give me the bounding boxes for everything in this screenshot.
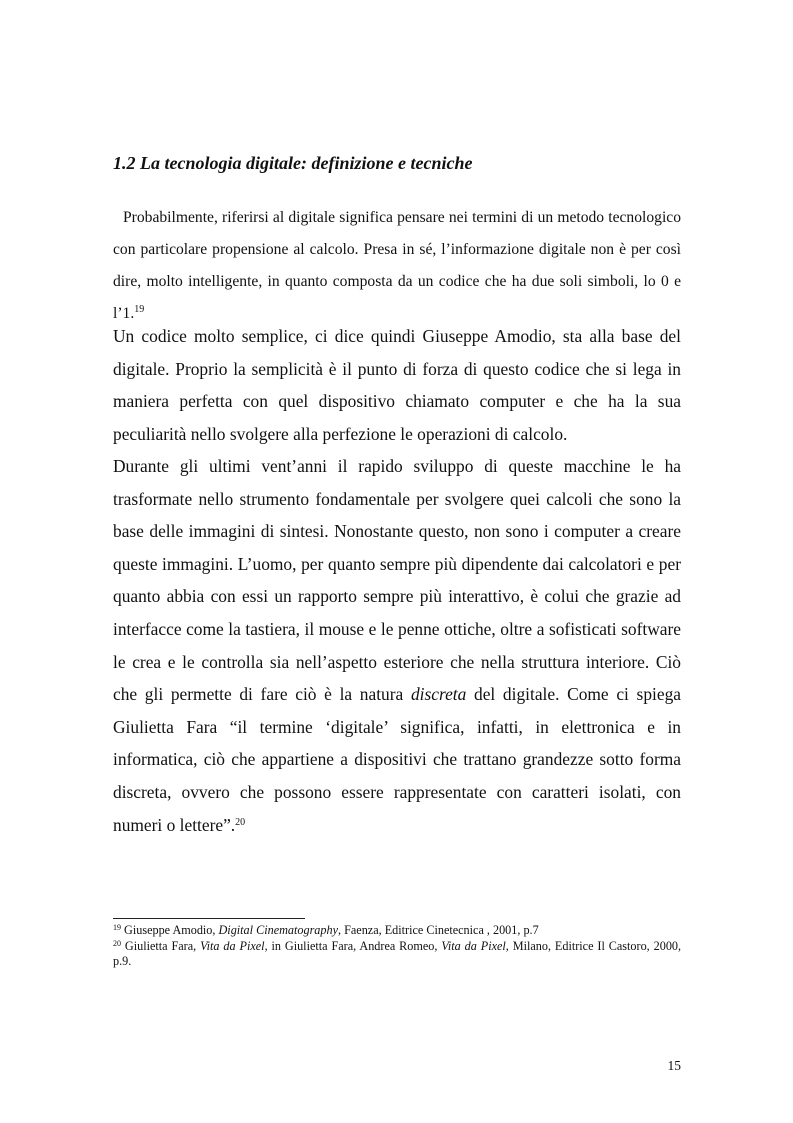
paragraph-3-text-start: Durante gli ultimi vent’anni il rapido sviluppo di queste macchine le ha trasformate nello strumento fondamentale per svolgere quei calcoli che sono la base delle immagini di sintesi. Nonostante questo, non sono i computer a creare queste immagini. L’uomo, per quanto sempre più dipendente dai calcolatori e per quanto abbia con essi un rapporto sempre più interattivo, è colui che grazie ad interfacce come la tastiera, il mouse e le penne ottiche, oltre a sofisticati software le crea e le controlla sia nell’aspetto esteriore che nella struttura interiore. Ciò che gli permette di fare ciò è la natura — [113, 456, 681, 705]
footnote-details: Milano, Editrice Il Castoro, 2000, p.9. — [113, 938, 682, 968]
footnotes — [113, 923, 681, 970]
document-page — [113, 0, 681, 1123]
footnote-author: Giuseppe Amodio, — [124, 923, 216, 937]
footnote-ref-20[interactable]: 20 — [235, 816, 246, 828]
section-heading: 1.2 La tecnologia digitale: definizione e tecniche — [113, 153, 473, 173]
footnote-separator — [113, 918, 305, 919]
footnote-number: 20 — [113, 938, 121, 948]
page-number: 15 — [667, 1058, 681, 1073]
paragraph-3-text-end: del digitale. Come ci spiega Giulietta Fara “il termine ‘digitale’ significa, infatti, in elettronica e in informatica, ciò che appartiene a dispositivi che trattano grandezze sotto forma discreta, ovvero che possono essere rappresentate con caratteri isolati, con numeri o lettere”. — [113, 684, 681, 835]
paragraph-3 — [113, 450, 681, 841]
footnote-20 — [113, 939, 681, 970]
paragraph-1 — [113, 202, 681, 330]
footnote-details: , Faenza, Editrice Cinetecnica , 2001, p.7 — [338, 923, 539, 937]
paragraph-1-text: Probabilmente, riferirsi al digitale significa pensare nei termini di un metodo tecnologico con particolare propensione al calcolo. Presa in sé, l’informazione digitale non è per così dire, molto intelligente, in quanto composta da un codice che ha due soli simboli, lo 0 e l’1. — [113, 209, 681, 322]
footnote-title: Digital Cinematography — [218, 923, 339, 937]
paragraph-2: Un codice molto semplice, ci dice quindi Giuseppe Amodio, sta alla base del digitale. Proprio la semplicità è il punto di forza di questo codice che si lega in maniera perfetta con quel dispositivo chiamato computer e che ha la sua peculiarità nello svolgere alla perfezione le operazioni di calcolo. — [113, 326, 681, 444]
footnote-number: 19 — [113, 923, 121, 932]
footnote-title-2: Vita da Pixel, — [441, 938, 509, 953]
emphasis-discreta: discreta — [410, 684, 467, 705]
footnote-author: Giulietta Fara, — [124, 938, 197, 953]
footnote-middle: , in Giulietta Fara, Andrea Romeo, — [264, 938, 438, 953]
footnote-19 — [113, 923, 681, 939]
footnote-title: Vita da Pixel — [200, 938, 265, 953]
footnote-ref-19[interactable]: 19 — [134, 304, 145, 315]
